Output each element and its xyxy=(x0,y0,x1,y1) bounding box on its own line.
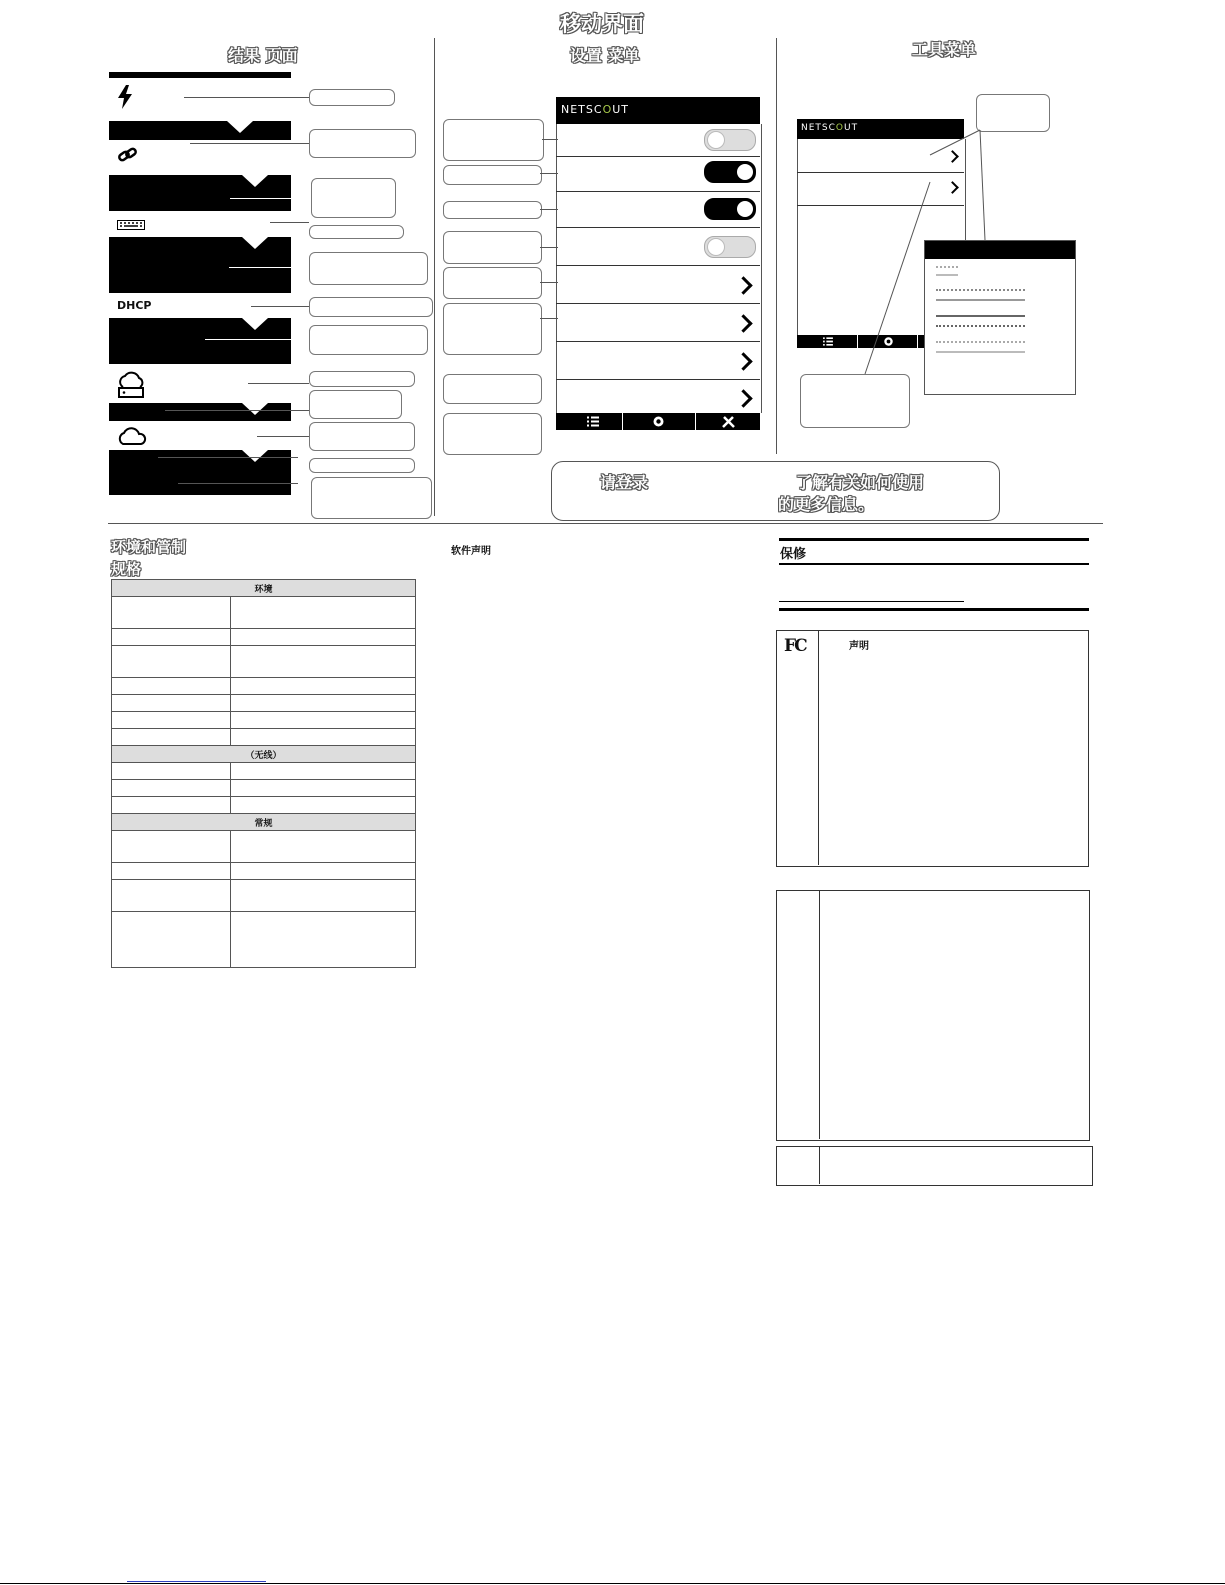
settings-header xyxy=(556,97,760,124)
fcc-box-divider xyxy=(818,630,819,865)
netscout-logo: NETSCOUT xyxy=(801,123,859,133)
warranty-underline xyxy=(779,601,964,602)
login-note-text-2: 了解有关如何使用 xyxy=(796,473,925,492)
results-bar-5 xyxy=(109,403,291,421)
settings-toggle-1[interactable] xyxy=(704,129,756,151)
page-title: 移动界面 xyxy=(560,12,644,36)
leader-line xyxy=(229,267,309,268)
cloud-server-icon xyxy=(115,370,147,400)
leader-line xyxy=(165,410,309,411)
settings-callout-2 xyxy=(443,165,542,185)
results-callout-9 xyxy=(309,390,402,419)
results-callout-5 xyxy=(309,252,428,285)
settings-callout-1 xyxy=(443,119,544,161)
settings-callout-5 xyxy=(443,267,542,299)
leader-line xyxy=(270,222,309,223)
results-callout-1 xyxy=(309,89,395,106)
results-callout-3 xyxy=(311,178,396,218)
settings-callout-8 xyxy=(443,413,542,455)
results-callout-7 xyxy=(309,325,428,355)
settings-tab-bar xyxy=(556,413,760,430)
login-note-text-3: 的更多信息。 xyxy=(778,495,875,514)
spec-section-header: （无线） xyxy=(112,746,416,763)
fcc-box xyxy=(776,630,1089,867)
warranty-title: 保修 xyxy=(780,547,807,562)
compliance-box-3-divider xyxy=(819,1146,820,1184)
tools-icon[interactable] xyxy=(722,415,735,428)
netscout-logo: NETSCOUT xyxy=(561,103,630,116)
software-notice-title: 软件声明 xyxy=(451,546,491,557)
row-divider xyxy=(556,191,760,192)
results-callout-6 xyxy=(309,297,433,317)
results-bar-2 xyxy=(109,175,291,211)
compliance-box-3 xyxy=(776,1146,1093,1186)
leader-line xyxy=(251,306,309,307)
leader-line xyxy=(540,247,558,248)
spec-heading-line1: 环境和管制 xyxy=(111,538,187,556)
link-icon xyxy=(117,146,139,164)
compliance-box-2-divider xyxy=(819,890,820,1139)
compliance-box-2 xyxy=(776,890,1090,1141)
fcc-statement-title: 声明 xyxy=(849,641,869,652)
section-divider xyxy=(108,523,1103,524)
row-divider xyxy=(556,227,760,228)
settings-callout-3 xyxy=(443,201,542,219)
settings-callout-4 xyxy=(443,231,542,264)
fcc-logo: FC xyxy=(784,636,806,656)
footer-rule xyxy=(0,1583,1225,1584)
leader-line xyxy=(542,139,558,140)
column-divider-1 xyxy=(434,38,435,516)
settings-toggle-4[interactable] xyxy=(704,236,756,258)
results-callout-2 xyxy=(309,129,416,158)
settings-callout-6 xyxy=(443,303,542,355)
settings-toggle-2[interactable] xyxy=(704,161,756,183)
row-divider xyxy=(556,265,760,266)
footer-link-underline xyxy=(127,1581,266,1582)
warranty-rule-2 xyxy=(779,563,1089,565)
leader-line xyxy=(158,457,298,458)
warranty-rule-bottom xyxy=(779,608,1089,611)
results-callout-8 xyxy=(309,371,415,387)
cloud-icon xyxy=(116,426,148,446)
results-callout-12 xyxy=(311,477,432,519)
leader-line xyxy=(205,339,309,340)
leader-line xyxy=(230,198,311,199)
results-bar-1 xyxy=(109,121,291,140)
leader-line xyxy=(190,143,309,144)
lightning-icon xyxy=(117,85,133,109)
tools-leader-lines xyxy=(780,100,1080,400)
spec-heading-line2: 规格 xyxy=(111,560,142,578)
settings-callout-7 xyxy=(443,374,542,404)
row-divider xyxy=(556,341,760,342)
settings-column-title: 设置 菜单 xyxy=(570,46,640,65)
leader-line xyxy=(540,282,558,283)
row-divider xyxy=(556,156,760,157)
settings-toggle-3[interactable] xyxy=(704,198,756,220)
spec-section-header: 环境 xyxy=(112,580,416,597)
leader-line xyxy=(184,97,309,98)
dhcp-label: DHCP xyxy=(117,299,152,312)
results-bar-4 xyxy=(109,318,291,364)
leader-line xyxy=(248,383,309,384)
row-divider xyxy=(556,303,760,304)
login-note-text-1: 请登录 xyxy=(600,473,649,492)
leader-line xyxy=(540,173,558,174)
results-callout-4 xyxy=(309,225,404,239)
column-divider-2 xyxy=(776,38,777,454)
results-callout-11 xyxy=(309,458,415,473)
row-divider xyxy=(556,379,760,380)
warranty-rule-top xyxy=(779,538,1089,541)
leader-line xyxy=(540,209,558,210)
leader-line xyxy=(540,318,558,319)
results-top-bar xyxy=(109,72,291,78)
gear-icon[interactable] xyxy=(652,415,665,428)
leader-line xyxy=(178,483,298,484)
results-column-title: 结果 页面 xyxy=(228,46,298,65)
leader-line xyxy=(257,436,309,437)
spec-section-header: 常规 xyxy=(112,814,416,831)
results-bar-3 xyxy=(109,237,291,293)
spec-table xyxy=(111,579,416,968)
tools-column-title: 工具菜单 xyxy=(912,40,977,59)
list-icon[interactable] xyxy=(587,416,599,427)
results-callout-10 xyxy=(309,422,415,451)
keyboard-icon xyxy=(117,220,145,230)
